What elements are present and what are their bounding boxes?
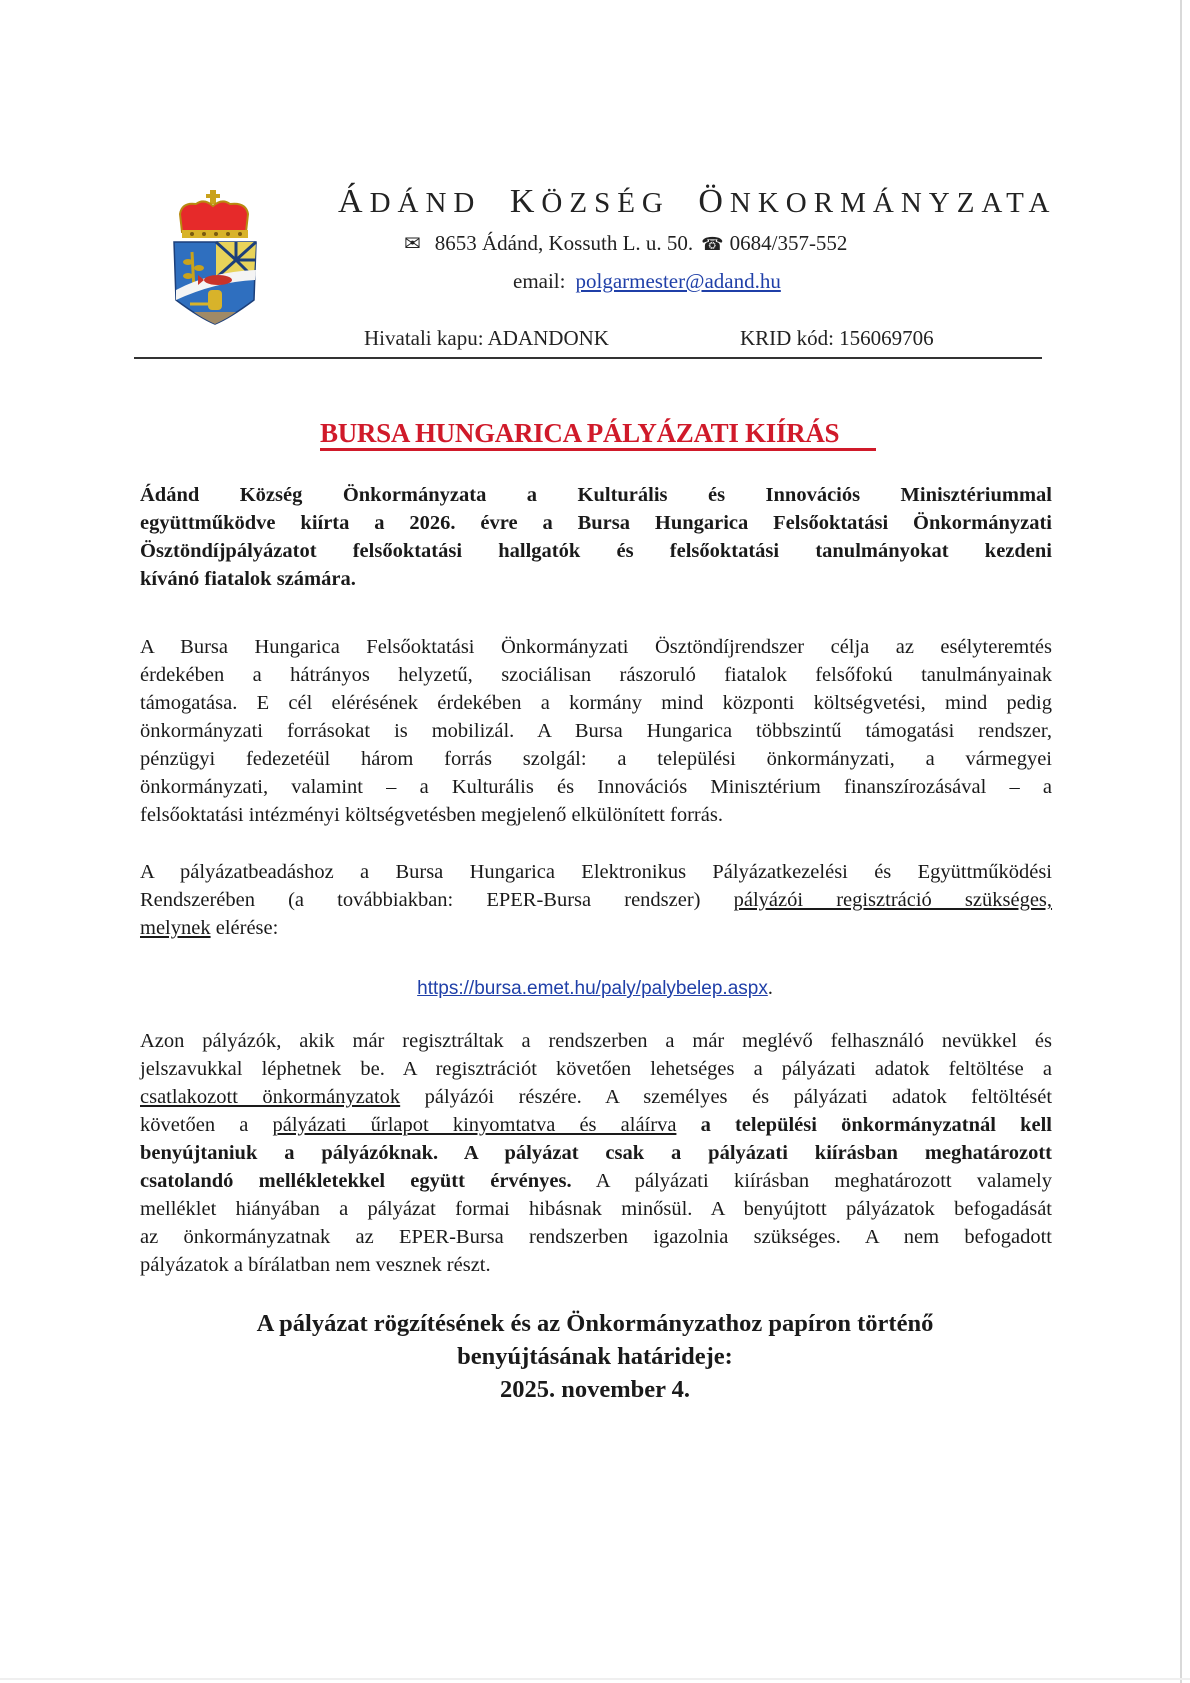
procedure-line: jelszavukkal léphetnek be. A regisztrációt követően lehetséges a pályázati adatok feltöltése a bbox=[140, 1058, 1052, 1080]
purpose-line: támogatása. E cél elérésének érdekében a kormány mind központi költségvetési, mind pedig bbox=[140, 692, 1052, 714]
org-name-part: NKORMÁNYZATA bbox=[729, 187, 1057, 219]
procedure-line: melléklet hiányában a pályázat formai hibásnak minősül. A benyújtott pályázatok befogadását bbox=[140, 1198, 1052, 1220]
procedure-line: Azon pályázók, akik már regisztráltak a rendszerben a már meglévő felhasználó nevükkel és bbox=[140, 1030, 1052, 1052]
registration-text: elérése: bbox=[215, 917, 279, 939]
eper-bursa-link[interactable]: https://bursa.emet.hu/paly/palybelep.aspx bbox=[417, 978, 768, 999]
org-name-initial: Ö bbox=[698, 183, 730, 220]
intro-line: együttműködve kiírta a 2026. évre a Bursa Hungarica Felsőoktatási Önkormányzati bbox=[140, 512, 1052, 534]
org-name-initial: K bbox=[509, 183, 542, 220]
organization-name bbox=[338, 183, 1057, 221]
scan-bottom-line bbox=[0, 1678, 1190, 1680]
address-line bbox=[404, 231, 847, 256]
org-name-part: ÖZSÉG bbox=[541, 187, 670, 219]
intro-line: kívánó fiatalok számára. bbox=[140, 568, 356, 590]
procedure-emphasis: csatlakozott önkormányzatok bbox=[140, 1086, 401, 1108]
procedure-line bbox=[140, 1170, 1052, 1193]
registration-text: Rendszerében (a továbbiakban: EPER-Bursa rendszer) bbox=[140, 889, 701, 911]
procedure-text: pályázói részére. A személyes és pályázati adatok feltöltését bbox=[424, 1086, 1053, 1108]
coat-of-arms-icon bbox=[170, 190, 260, 325]
envelope-icon: ✉ bbox=[404, 231, 421, 255]
registration-line: A pályázatbeadáshoz a Bursa Hungarica Elektronikus Pályázatkezelési és Együttműködési bbox=[140, 861, 1052, 883]
email-link[interactable]: polgarmester@adand.hu bbox=[575, 269, 781, 293]
procedure-bold: csatolandó mellékletekkel együtt érvényes. bbox=[140, 1170, 572, 1192]
header-divider bbox=[134, 357, 1042, 359]
deadline-line: A pályázat rögzítésének és az Önkormányzathoz papíron történő bbox=[256, 1310, 934, 1337]
org-name-initial: Á bbox=[338, 183, 370, 220]
intro-line: Ösztöndíjpályázatot felsőoktatási hallgatók és felsőoktatási tanulmányokat kezdeni bbox=[140, 540, 1052, 562]
purpose-line: pénzügyi fedezetéül három forrás szolgál: a települési önkormányzati, a vármegyei bbox=[140, 748, 1052, 770]
hivatali-kapu: Hivatali kapu: ADANDONK bbox=[364, 326, 609, 350]
title-underline bbox=[320, 448, 876, 451]
scan-edge-line bbox=[1180, 0, 1182, 1683]
document-title: BURSA HUNGARICA PÁLYÁZATI KIÍRÁS bbox=[320, 418, 840, 448]
registration-emphasis: pályázói regisztráció szükséges, bbox=[733, 889, 1053, 911]
registration-emphasis: melynek bbox=[140, 917, 211, 939]
purpose-line: A Bursa Hungarica Felsőoktatási Önkormányzati Ösztöndíjrendszer célja az esélyteremtés bbox=[140, 636, 1052, 658]
intro-line: Ádánd Község Önkormányzata a Kulturális és Innovációs Minisztériummal bbox=[140, 484, 1052, 506]
purpose-line: önkormányzati forrásokat is mobilizál. A Bursa Hungarica többszintű támogatási rendszer, bbox=[140, 720, 1052, 742]
org-name-part: DÁND bbox=[369, 187, 482, 219]
procedure-text: követően a bbox=[140, 1114, 249, 1136]
url-suffix: . bbox=[767, 977, 773, 999]
procedure-text: A pályázati kiírásban meghatározott valamely bbox=[595, 1170, 1052, 1192]
purpose-line: felsőoktatási intézményi költségvetésben megjelenő elkülönített forrás. bbox=[140, 804, 723, 826]
registration-url-line bbox=[0, 977, 1190, 1000]
deadline-date: 2025. november 4. bbox=[499, 1376, 691, 1403]
procedure-line bbox=[140, 1114, 1052, 1137]
email-line bbox=[513, 269, 781, 294]
procedure-bold: a települési önkormányzatnál kell bbox=[700, 1114, 1052, 1136]
purpose-line: érdekében a hátrányos helyzetű, szociálisan rászoruló fiatalok felsőfokú tanulmányainak bbox=[140, 664, 1052, 686]
procedure-line bbox=[140, 1086, 1052, 1109]
email-label: email: bbox=[513, 269, 566, 293]
deadline-line: benyújtásának határideje: bbox=[457, 1343, 733, 1370]
procedure-line: az önkormányzatnak az EPER-Bursa rendszerben igazolnia szükséges. A nem befogadott bbox=[140, 1226, 1052, 1248]
phone-number: 0684/357-552 bbox=[729, 231, 848, 255]
procedure-line: benyújtaniuk a pályázóknak. A pályázat csak a pályázati kiírásban meghatározott bbox=[140, 1142, 1052, 1164]
krid-code: KRID kód: 156069706 bbox=[740, 326, 934, 350]
registration-line bbox=[140, 917, 1052, 940]
address: 8653 Ádánd, Kossuth L. u. 50. bbox=[434, 231, 694, 255]
procedure-line: pályázatok a bírálatban nem vesznek részt. bbox=[140, 1254, 491, 1276]
registration-line bbox=[140, 889, 1052, 912]
telephone-icon: ☎ bbox=[701, 234, 724, 255]
purpose-line: önkormányzati, valamint – a Kulturális és Innovációs Minisztérium finanszírozásával – a bbox=[140, 776, 1052, 798]
procedure-emphasis: pályázati űrlapot kinyomtatva és aláírva bbox=[272, 1114, 677, 1136]
